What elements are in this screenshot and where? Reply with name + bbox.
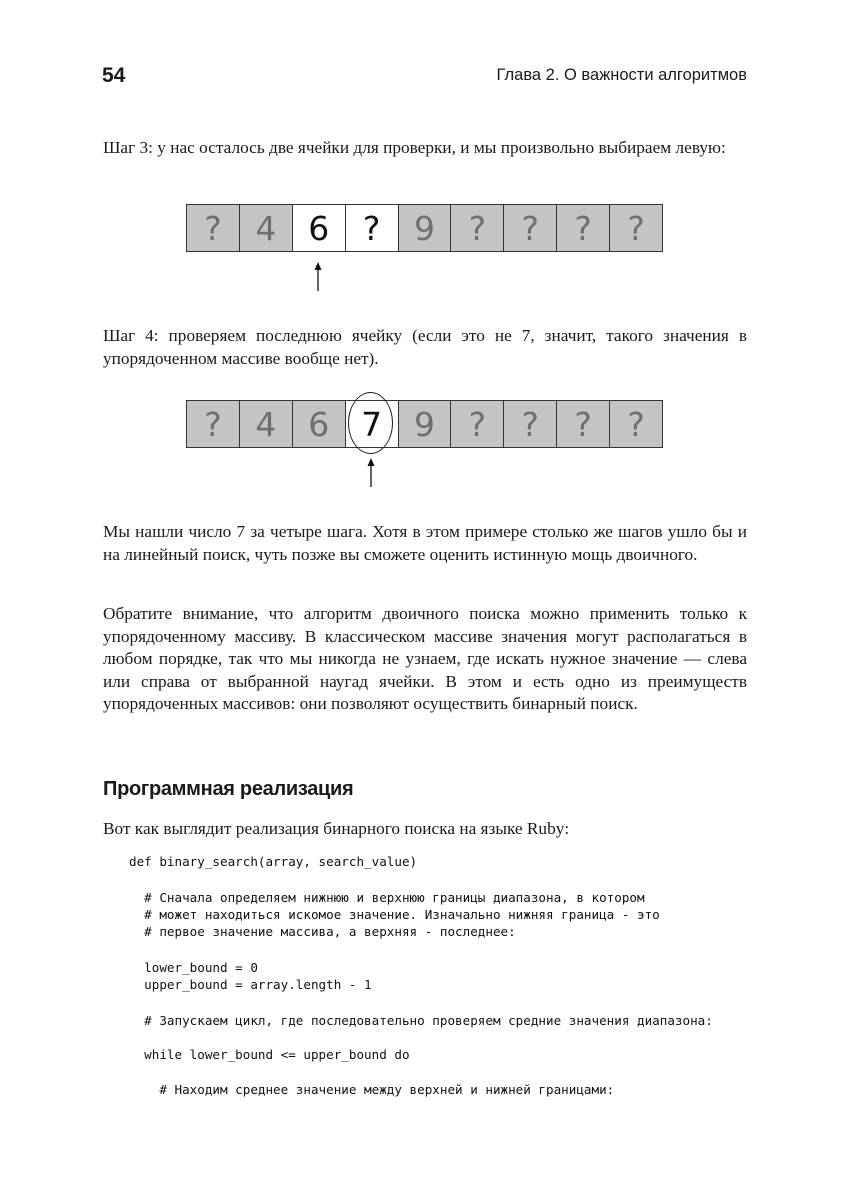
cell-value: 4: [255, 404, 277, 444]
array-cell: [293, 401, 346, 447]
code-intro: Вот как выглядит реализация бинарного поиска на языке Ruby:: [103, 819, 570, 838]
array-cell: [240, 401, 293, 447]
array-cell: [399, 401, 452, 447]
array-cell: [187, 401, 240, 447]
code-comment-middle: # Находим среднее значение между верхней и нижней границами:: [129, 1082, 615, 1097]
array-cell: [451, 401, 504, 447]
array-cell: [240, 205, 293, 251]
cell-value: ?: [468, 208, 487, 248]
array-cell-remaining: [346, 205, 399, 251]
paragraph-found: Мы нашли число 7 за четыре шага. Хотя в этом примере столько же шагов ушло бы и на линейный поиск, чуть позже вы сможете оценить истинную мощь двоичного.: [103, 522, 747, 564]
cell-value: ?: [574, 208, 592, 248]
step-4-text: Шаг 4: проверяем последнюю ячейку (если это не 7, значит, такого значения в упорядоченном массиве вообще нет).: [103, 326, 747, 368]
cell-value: ?: [204, 208, 222, 248]
cell-value: 6: [308, 208, 330, 248]
array-cell: [504, 401, 557, 447]
pointer-arrow-up-icon: [365, 458, 377, 488]
cell-value: ?: [627, 404, 645, 444]
code-while-line: while lower_bound <= upper_bound do: [129, 1047, 410, 1062]
code-def-line: def binary_search(array, search_value): [129, 854, 418, 869]
cell-value: 4: [255, 208, 277, 248]
step-3-text: Шаг 3: у нас осталось две ячейки для проверки, и мы произвольно выбираем левую:: [103, 138, 726, 157]
array-cell-selected: [293, 205, 346, 251]
pointer-arrow-up-icon: [312, 262, 324, 292]
cell-value: ?: [362, 208, 381, 248]
cell-value: 9: [414, 404, 435, 444]
page-number: 54: [102, 64, 126, 87]
cell-value: 7: [361, 404, 383, 444]
code-bounds: lower_bound = 0 upper_bound = array.length - 1: [144, 960, 372, 992]
array-cell-found: [346, 401, 399, 447]
cell-value: ?: [521, 404, 540, 444]
array-cell: [451, 205, 504, 251]
array-cell: [610, 401, 663, 447]
array-cell: [610, 205, 663, 251]
array-cell: [399, 205, 452, 251]
cell-value: ?: [468, 404, 487, 444]
cell-value: ?: [574, 404, 592, 444]
section-heading: Программная реализация: [103, 778, 354, 800]
array-diagram-step-4: [186, 400, 663, 448]
cell-value: 9: [414, 208, 435, 248]
cell-value: ?: [204, 404, 222, 444]
array-cell: [557, 401, 610, 447]
running-head: Глава 2. О важности алгоритмов: [496, 66, 747, 84]
cell-value: ?: [521, 208, 540, 248]
array-cell: [557, 205, 610, 251]
array-cell: [187, 205, 240, 251]
code-comment-loop: # Запускаем цикл, где последовательно проверяем средние значения диапазона:: [129, 1013, 713, 1028]
array-cell: [504, 205, 557, 251]
cell-value: ?: [627, 208, 645, 248]
highlight-circle: [348, 392, 393, 454]
code-comment-range: # Сначала определяем нижнюю и верхнюю границы диапазона, в котором # может находиться искомое значение. Изначально нижняя граница - это # первое значение массива, а верхняя - последнее:: [144, 890, 660, 939]
paragraph-note: Обратите внимание, что алгоритм двоичного поиска можно применить только к упорядоченному массиву. В классическом массиве значения могут располагаться в любом порядке, так что мы никогда не узнаем, где искать нужное значение — слева или справа от выбранной наугад ячейки. В этом и есть одно из преимуществ упорядоченных массивов: они позволяют осуществить бинарный поиск.: [103, 604, 747, 713]
cell-value: 6: [308, 404, 330, 444]
array-diagram-step-3: [186, 204, 663, 252]
